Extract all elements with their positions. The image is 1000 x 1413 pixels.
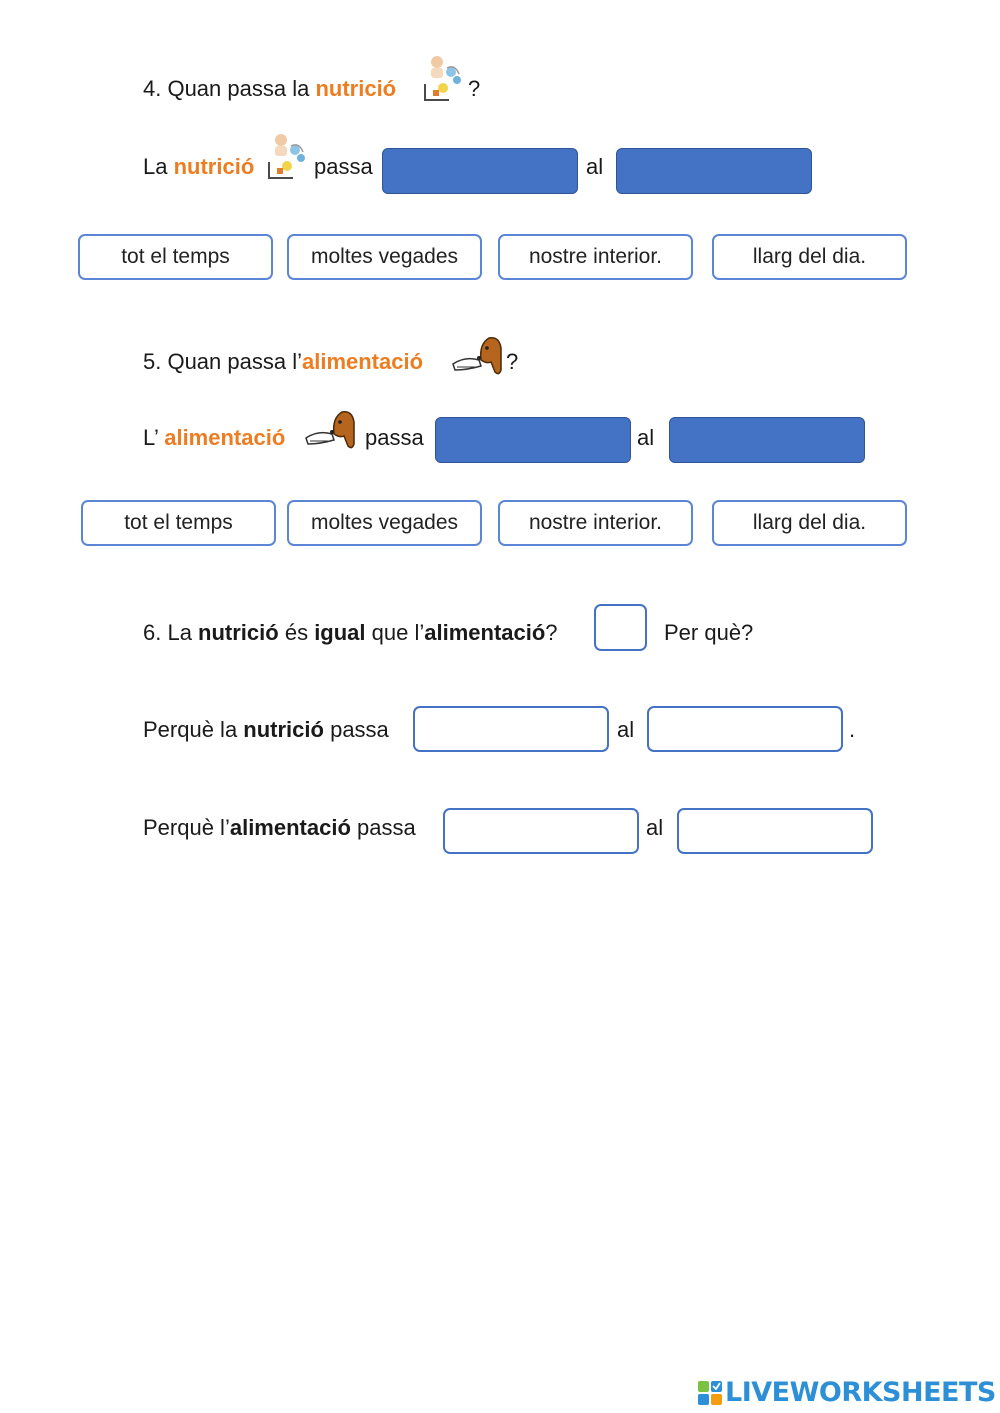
q6-question [143, 622, 558, 644]
q6-line1-start: Perquè la [143, 717, 244, 742]
liveworksheets-logo[interactable] [698, 1377, 996, 1408]
q5-option-nostre-interior[interactable]: nostre interior. [498, 500, 693, 546]
q5-option-moltes-vegades[interactable]: moltes vegades [287, 500, 482, 546]
q5-sentence-verb: passa [365, 425, 424, 450]
q6-text-2: és [278, 620, 315, 645]
q4-sentence-keyword: nutrició [173, 154, 255, 179]
q4-option-nostre-interior[interactable]: nostre interior. [498, 234, 693, 280]
q5-question-prefix: 5. Quan passa l’ [143, 349, 302, 374]
q5-drop-box-2[interactable] [669, 417, 865, 463]
q6-yes-no-box[interactable] [594, 604, 647, 651]
q6-line2 [143, 817, 416, 839]
q6-line1-connector: al [617, 717, 635, 742]
dog-feeding-icon [451, 334, 503, 378]
q5-sentence-start: L’ [143, 425, 165, 450]
q6-line2-start: Perquè l’ [143, 815, 230, 840]
q5-question-suffix: ? [506, 349, 519, 374]
q4-sentence-verb: passa [314, 154, 373, 179]
q6-line2-connector: al [646, 815, 664, 840]
q6-line1-verb: passa [323, 717, 389, 742]
q6-text-3: que l’ [365, 620, 425, 645]
q5-drop-box-1[interactable] [435, 417, 631, 463]
q6-why: Per què? [664, 620, 754, 645]
q5-option-llarg-del-dia[interactable]: llarg del dia. [712, 500, 907, 546]
q6-bold-alimentacio: alimentació [424, 620, 546, 645]
q4-drop-box-1[interactable] [382, 148, 578, 194]
q4-question-keyword: nutrició [315, 76, 397, 101]
dog-feeding-icon [304, 408, 356, 452]
q6-line1-end: . [849, 717, 856, 742]
q4-sentence-start: La [143, 154, 174, 179]
q4-option-llarg-del-dia[interactable]: llarg del dia. [712, 234, 907, 280]
liveworksheets-brand: LIVEWORKSHEETS [725, 1377, 996, 1408]
q4-question [143, 78, 396, 100]
q5-sentence [143, 427, 285, 449]
q5-sentence-keyword: alimentació [164, 425, 286, 450]
q5-sentence-connector: al [637, 425, 655, 450]
q6-line2-verb: passa [350, 815, 416, 840]
liveworksheets-logo-icon [698, 1381, 722, 1405]
q4-sentence [143, 156, 254, 178]
q6-bold-igual: igual [314, 620, 366, 645]
q4-question-suffix: ? [468, 76, 481, 101]
q6-bold-nutricio: nutrició [198, 620, 279, 645]
q6-line2-input-2[interactable] [677, 808, 873, 854]
q5-option-tot-el-temps[interactable]: tot el temps [81, 500, 276, 546]
nutrition-diagram-icon [265, 132, 309, 182]
q6-line1-input-1[interactable] [413, 706, 609, 752]
q4-option-moltes-vegades[interactable]: moltes vegades [287, 234, 482, 280]
q6-text-1: 6. La [143, 620, 199, 645]
q6-line2-input-1[interactable] [443, 808, 639, 854]
q6-line2-bold: alimentació [229, 815, 351, 840]
q6-text-4: ? [545, 620, 558, 645]
nutrition-diagram-icon [421, 54, 465, 104]
q4-drop-box-2[interactable] [616, 148, 812, 194]
q4-option-tot-el-temps[interactable]: tot el temps [78, 234, 273, 280]
q4-question-prefix: 4. Quan passa la [143, 76, 316, 101]
q6-line1-input-2[interactable] [647, 706, 843, 752]
q6-line1 [143, 719, 389, 741]
q6-line1-bold: nutrició [243, 717, 324, 742]
q5-question-keyword: alimentació [301, 349, 424, 374]
q4-sentence-connector: al [586, 154, 604, 179]
q5-question [143, 351, 423, 373]
